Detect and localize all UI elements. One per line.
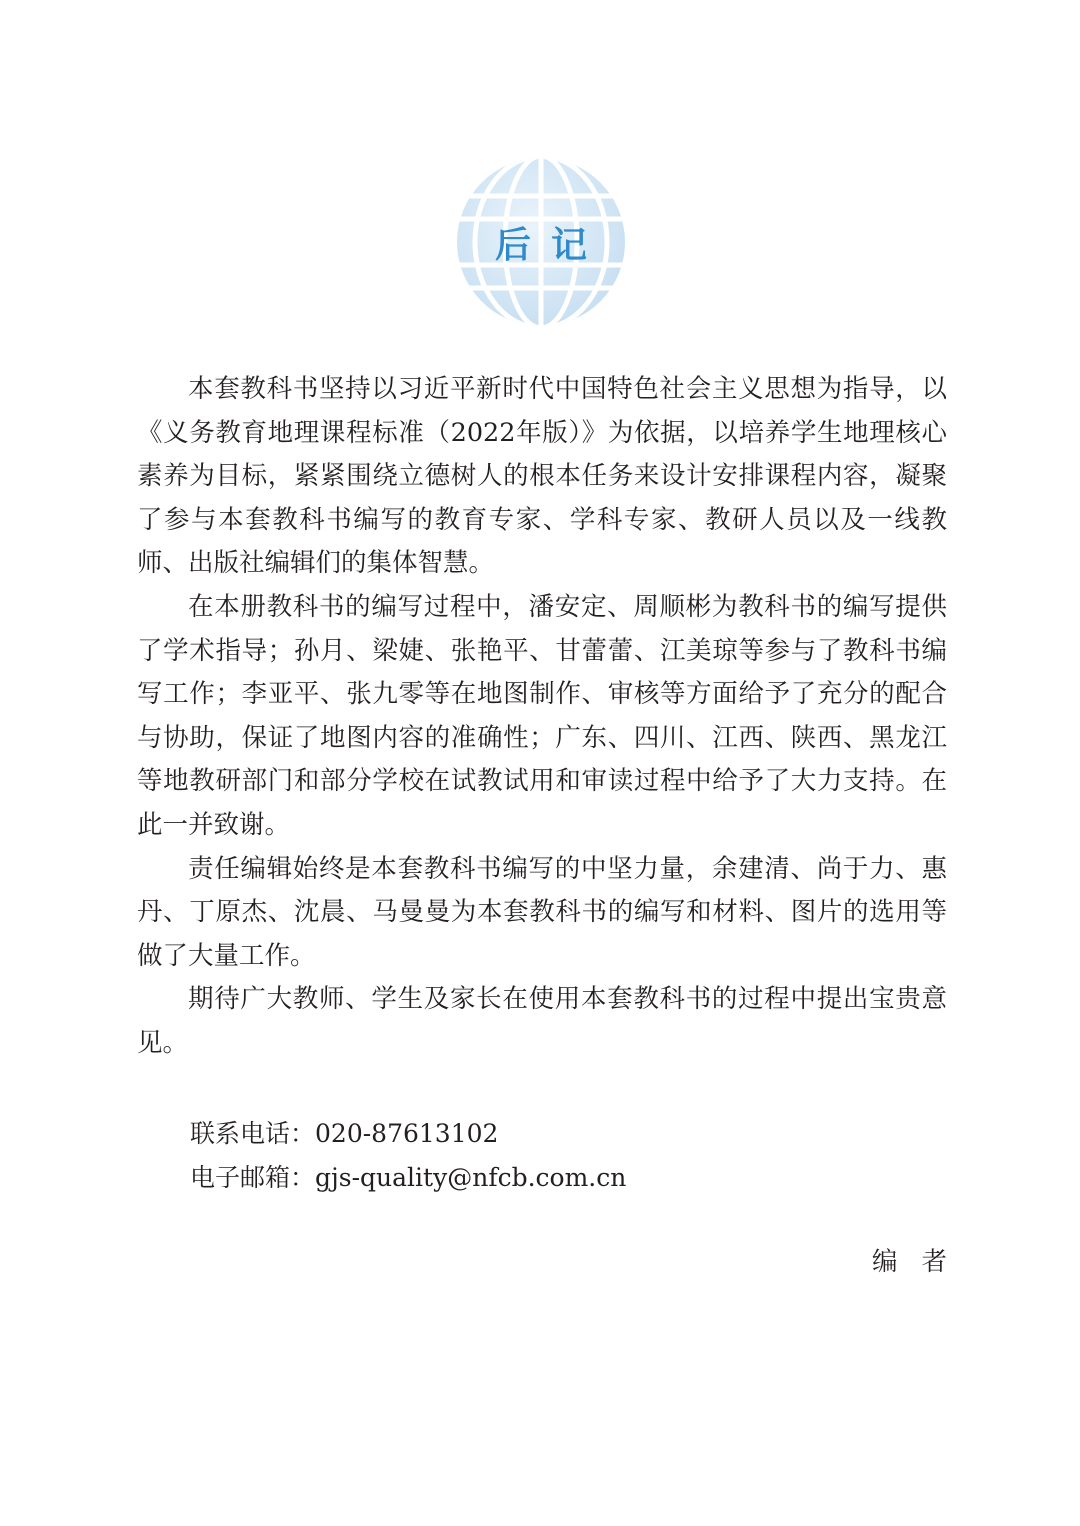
phone-label: 联系电话：	[190, 1119, 316, 1148]
email-address: gjs-quality@nfcb.com.cn	[315, 1163, 627, 1192]
editor-signature: 编者	[871, 1247, 971, 1277]
afterword-body	[137, 368, 947, 1066]
paragraph-4: 期待广大教师、学生及家长在使用本套教科书的过程中提出宝贵意见。	[137, 984, 947, 1058]
contact-info	[190, 1112, 626, 1200]
phone-row	[190, 1112, 626, 1156]
email-row	[190, 1156, 626, 1200]
paragraph-1: 本套教科书坚持以习近平新时代中国特色社会主义思想为指导，以《义务教育地理课程标准（2022年版）》为依据，以培养学生地理核心素养为目标，紧紧围绕立德树人的根本任务来设计安排课程内容，凝聚了参与本套教科书编写的教育专家、学科专家、教研人员以及一线教师、出版社编辑们的集体智慧。	[137, 374, 947, 579]
paragraph-3: 责任编辑始终是本套教科书编写的中坚力量，余建清、尚于力、惠丹、丁原杰、沈晨、马曼曼为本套教科书的编写和材料、图片的选用等做了大量工作。	[137, 853, 947, 971]
email-label: 电子邮箱：	[190, 1163, 316, 1192]
phone-number: 020-87613102	[315, 1119, 499, 1148]
paragraph-2: 在本册教科书的编写过程中，潘安定、周顺彬为教科书的编写提供了学术指导；孙月、梁婕、张艳平、甘蕾蕾、江美琼等参与了教科书编写工作；李亚平、张九零等在地图制作、审核等方面给予了充分的配合与协助，保证了地图内容的准确性；广东、四川、江西、陕西、黑龙江等地教研部门和部分学校在试教试用和审读过程中给予了大力支持。在此一并致谢。	[137, 591, 947, 840]
page-title: 后记	[494, 224, 607, 266]
